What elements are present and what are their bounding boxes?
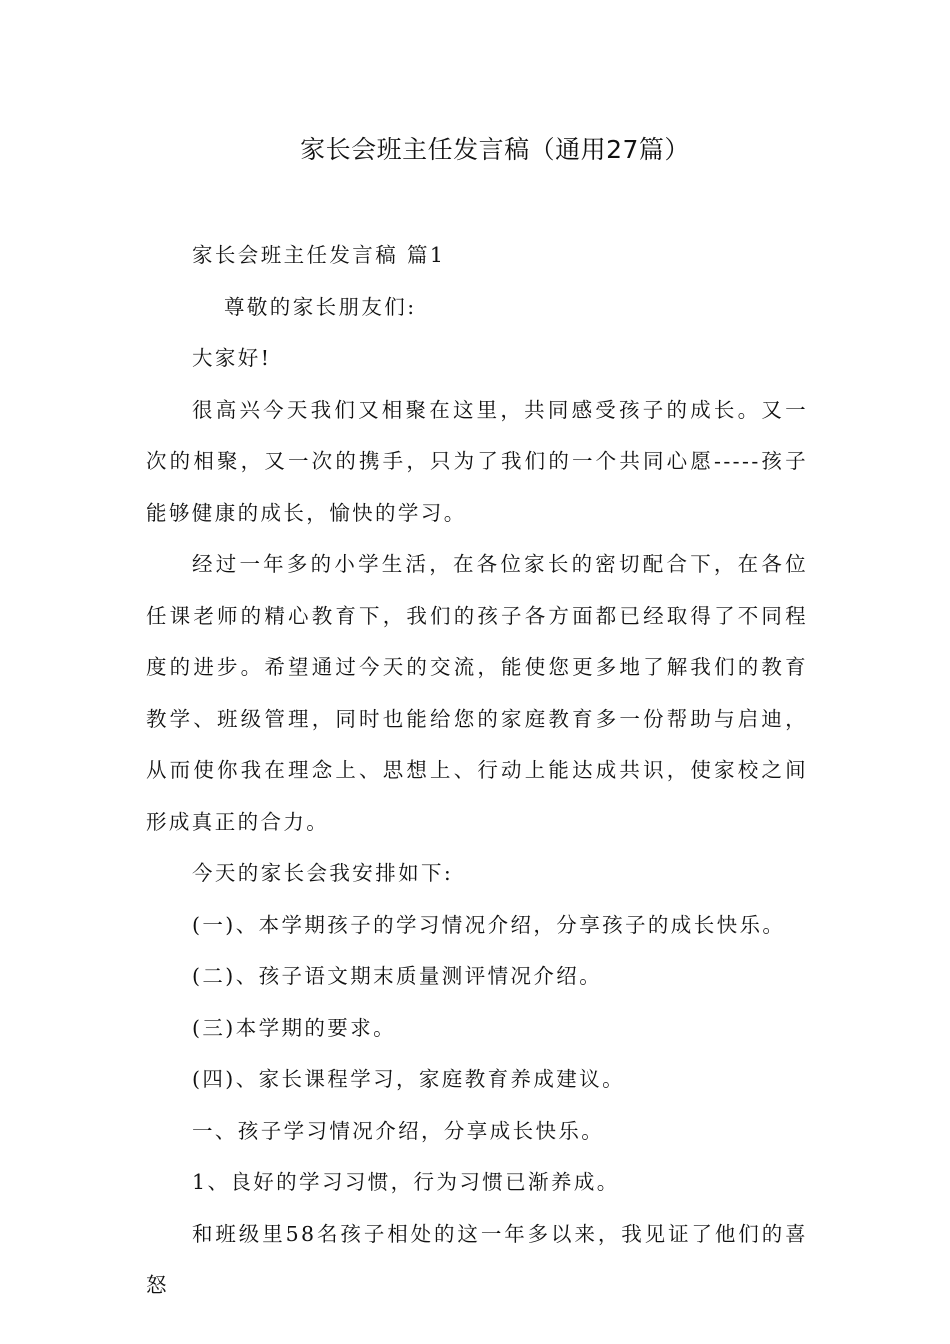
paragraph: 和班级里58名孩子相处的这一年多以来，我见证了他们的喜怒 <box>146 1221 808 1297</box>
paragraph: 很高兴今天我们又相聚在这里，共同感受孩子的成长。又一次的相聚，又一次的携手，只为了我们的一个共同心愿-----孩子能够健康的成长，愉快的学习。 <box>146 397 808 525</box>
agenda-item: (三)本学期的要求。 <box>192 1015 396 1040</box>
document-body <box>146 230 808 1312</box>
agenda-item: (一)、本学期孩子的学习情况介绍，分享孩子的成长快乐。 <box>192 912 786 937</box>
document-title: 家长会班主任发言稿（通用27篇） <box>300 135 690 164</box>
section-heading: 家长会班主任发言稿 篇1 <box>192 243 446 267</box>
subsection-heading: 1、良好的学习习惯，行为习惯已渐养成。 <box>192 1170 620 1194</box>
agenda-item: (二)、孩子语文期末质量测评情况介绍。 <box>192 964 603 988</box>
salutation: 尊敬的家长朋友们: <box>224 294 417 319</box>
paragraph: 今天的家长会我安排如下: <box>192 861 454 885</box>
subsection-heading: 一、孩子学习情况介绍，分享成长快乐。 <box>192 1118 605 1143</box>
greeting: 大家好! <box>192 346 272 370</box>
agenda-item: (四)、家长课程学习，家庭教育养成建议。 <box>192 1067 625 1091</box>
paragraph: 经过一年多的小学生活，在各位家长的密切配合下，在各位任课老师的精心教育下，我们的孩子各方面都已经取得了不同程度的进步。希望通过今天的交流，能使您更多地了解我们的教育教学、班级管理，同时也能给您的家庭教育多一份帮助与启迪，从而使你我在理念上、思想上、行动上能达成共识，使家校之间形成真正的合力。 <box>146 552 808 834</box>
